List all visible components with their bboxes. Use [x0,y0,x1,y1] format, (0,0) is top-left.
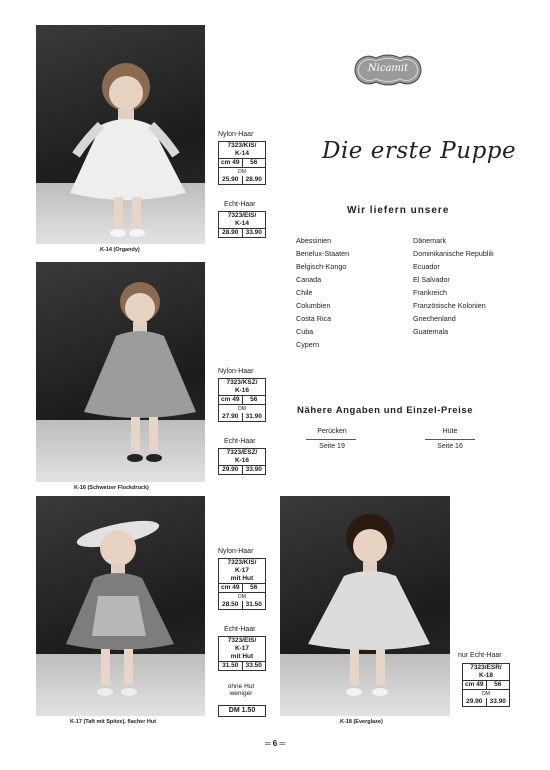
price-value: 33.90 [489,698,506,705]
price-value: 31.90 [245,413,262,420]
article-code: 7323/KIS/ [227,559,257,566]
article-code: K-16 [234,457,250,464]
price-table-k18-echt [462,663,510,707]
country-list-right [413,234,494,338]
article-code: K-16 [234,387,250,394]
price-value: 33.90 [245,229,262,236]
article-code: K-17 [234,645,250,652]
price-value: 28.50 [219,601,243,609]
note-line: weniger [229,690,253,697]
real-hair-label: Echt-Haar [224,201,256,208]
without-hat-note [218,683,264,697]
doll-photo-k18 [280,496,450,716]
without-hat-price: DM 1.50 [218,705,266,717]
price-table-k14-echt [218,211,266,238]
info-label-hats: Hüte [442,428,458,435]
price-value: 28.90 [245,176,262,183]
info-page-wigs: Seite 19 [319,443,345,450]
article-code: K-14 [234,150,250,157]
article-code: 7323/ESR/ [470,664,502,671]
divider [306,439,356,440]
price-value: 31.50 [219,662,243,670]
price-value: 31.50 [245,601,262,608]
size-label: cm 49 [219,396,243,404]
size-value: 56 [250,584,258,591]
nylon-hair-label: Nylon-Haar [218,368,254,375]
page-title: Die erste Puppe [322,138,517,164]
article-code: 7323/EIS/ [227,212,257,219]
price-table-k16-nylon [218,378,266,422]
price-value: 28.90 [219,229,243,237]
list-item: Abessinien [296,236,332,245]
doll-photo-k16 [36,262,205,482]
doll-photo-k14 [36,25,205,244]
doll-photo-k17 [36,496,205,716]
note-line: ohne Hut [227,683,255,690]
price-table-k16-echt [218,448,266,475]
price-value: 29.90 [219,466,243,474]
doll-caption-k14: K-14 (Organdy) [100,247,140,253]
list-item: Belgisch-Kongo [296,262,347,271]
currency-label: DM [238,406,246,412]
price-table-k14-nylon [218,141,266,185]
list-item: Canada [296,275,322,284]
article-note: mit Hut [230,575,254,582]
logo-text: Nicamit [367,63,409,74]
page-number: ═ 6 ═ [264,739,286,748]
article-note: mit Hut [230,653,254,660]
doll-caption-k17: K-17 (Taft mit Spitze), flacher Hut [70,719,157,725]
size-label: cm 49 [219,584,243,592]
article-code: 7323/ESZ/ [226,449,258,456]
list-item: Ecuador [413,262,440,271]
price-table-k17-nylon [218,558,266,610]
currency-label: DM [238,169,246,175]
nylon-hair-label: Nylon-Haar [218,548,254,555]
real-hair-only-label: nur Echt-Haar [458,652,502,659]
size-label: cm 49 [219,159,243,167]
article-code: 7323/KSZ/ [226,379,258,386]
list-item: Benelux-Staaten [296,249,350,258]
doll-caption-k18: K-18 (Everglaze) [340,719,383,725]
currency-label: DM [482,691,490,697]
list-item: Cuba [296,327,314,336]
nylon-hair-label: Nylon-Haar [218,131,254,138]
doll-caption-k16: K-16 (Schweizer Flockdruck) [74,485,149,491]
list-item: Frankreich [413,288,447,297]
list-item: Columbien [296,301,331,310]
subtitle: Wir liefern unsere [347,205,450,216]
real-hair-label: Echt-Haar [224,438,256,445]
list-item: Cypern [296,340,320,349]
list-item: Griechenland [413,314,456,323]
article-code: K-14 [234,220,250,227]
size-label: cm 49 [463,681,487,689]
list-item: El Salvador [413,275,450,284]
size-value: 56 [494,681,502,688]
divider [425,439,475,440]
list-item: Costa Rica [296,314,332,323]
info-label-wigs: Perücken [317,428,347,435]
info-heading: Nähere Angaben und Einzel-Preise [297,405,474,416]
info-page-hats: Seite 16 [437,443,463,450]
article-code: 7323/EIS/ [227,637,257,644]
list-item: Guatemala [413,327,449,336]
list-item: Französische Kolonien [413,301,486,310]
real-hair-label: Echt-Haar [224,626,256,633]
article-code: 7323/KIS/ [227,142,257,149]
country-list-left [296,234,349,351]
price-value: 33.90 [245,466,262,473]
currency-label: DM [238,594,246,600]
brand-logo [352,53,424,87]
list-item: Chile [296,288,313,297]
article-code: K-18 [478,672,494,679]
price-value: 29.90 [463,698,487,706]
price-value: 25.90 [219,176,243,184]
size-value: 56 [250,159,258,166]
list-item: Dominikanische Republik [413,249,494,258]
article-code: K-17 [234,567,250,574]
list-item: Dänemark [413,236,447,245]
price-value: 27.90 [219,413,243,421]
price-table-k17-echt [218,636,266,671]
size-value: 56 [250,396,258,403]
price-value: 33.50 [245,662,262,669]
